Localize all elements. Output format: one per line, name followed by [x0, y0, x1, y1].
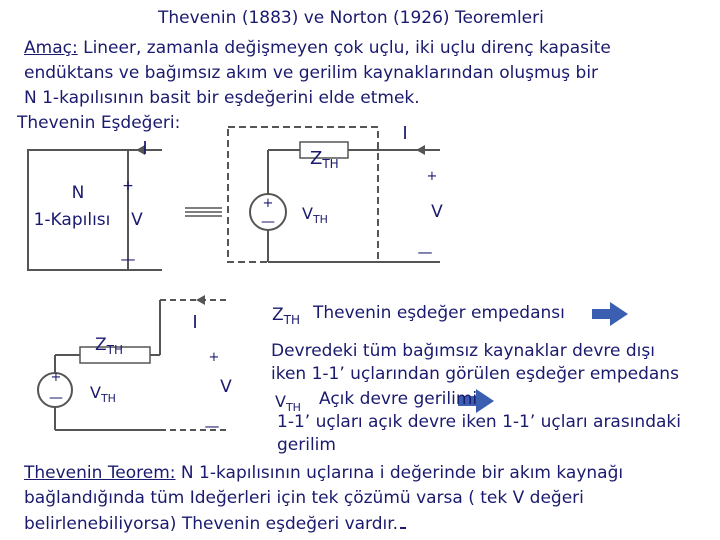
theorem-text-1: N 1-kapılısının uçlarına i değerinde bir akım kaynağı	[175, 463, 624, 483]
thevenin-plus-sign: +	[426, 169, 438, 184]
zth-impedance-box	[300, 142, 348, 158]
vth-source-minus: —	[261, 214, 275, 230]
network-current-label: I	[142, 138, 148, 159]
vth-label-bottom-sub: TH	[100, 392, 116, 405]
zth-label-bottom-sub: TH	[106, 343, 124, 357]
vth-detail-line-2: gerilim	[277, 435, 336, 455]
vth-label-bottom	[90, 383, 116, 405]
lower-voltage-label: V	[220, 377, 232, 397]
lower-plus-sign: +	[208, 350, 220, 365]
def-zth-symbol-sub: TH	[283, 313, 301, 327]
zth-label-bottom	[95, 335, 123, 357]
network-minus-sign: —	[120, 250, 136, 268]
thevenin-current-arrow	[416, 145, 425, 155]
def-zth-symbol	[272, 305, 300, 327]
vth-definition-text: Açık devre gerilimi	[319, 389, 478, 409]
def-vth-symbol	[275, 392, 301, 414]
thevenin-current-label: I	[402, 123, 408, 144]
network-plus-sign: +	[122, 178, 134, 194]
zth-detail-line-2: iken 1-1’ uçlarından görülen eşdeğer empedans	[271, 364, 679, 384]
thevenin-heading: Thevenin Eşdeğeri:	[17, 113, 181, 133]
aim-text-1: Lineer, zamanla değişmeyen çok uçlu, iki uçlu direnç kapasite	[77, 38, 611, 58]
text-cursor	[400, 513, 406, 529]
vth-label-top	[302, 204, 328, 226]
lower-current-label: I	[192, 312, 198, 333]
aim-line-3: N 1-kapılısının basit bir eşdeğerini elde etmek.	[24, 88, 420, 108]
zth-arrow-icon	[592, 302, 628, 326]
theorem-label: Thevenin Teorem:	[24, 463, 176, 483]
aim-label: Amaç:	[24, 38, 78, 58]
theorem-text-3: belirlenebiliyorsa) Thevenin eşdeğeri vardır.	[24, 514, 399, 534]
vth-label-bottom-base: V	[90, 383, 101, 402]
network-voltage-label: V	[131, 210, 143, 230]
def-zth-symbol-base: Z	[272, 305, 284, 325]
lower-vth-plus: +	[50, 370, 62, 385]
network-label-n: N	[71, 183, 85, 203]
lower-minus-sign: —	[204, 417, 220, 435]
theorem-line-1	[24, 463, 623, 483]
thevenin-minus-sign: —	[417, 243, 433, 261]
thevenin-voltage-label: V	[431, 202, 443, 222]
lower-vth-minus: —	[49, 390, 63, 406]
def-vth-symbol-base: V	[275, 392, 286, 411]
zth-detail-line-1: Devredeki tüm bağımsız kaynaklar devre dışı	[271, 341, 655, 361]
theorem-line-2: bağlandığında tüm Ideğerleri için tek çözümü varsa ( tek V değeri	[24, 488, 584, 508]
theorem-line-3	[24, 513, 406, 534]
vth-label-top-base: V	[302, 204, 313, 223]
zth-label-bottom-base: Z	[95, 335, 107, 355]
zth-definition-text: Thevenin eşdeğer empedansı	[313, 303, 565, 323]
zth-label-top-base: Z	[310, 148, 323, 169]
vth-label-top-sub: TH	[312, 213, 328, 226]
vth-source-plus: +	[262, 196, 274, 211]
aim-line-2: endüktans ve bağımsız akım ve gerilim kaynaklarından oluşmuş bir	[24, 63, 599, 83]
zth-label-top-sub: TH	[322, 157, 339, 171]
network-label-port: 1-Kapılısı	[33, 210, 111, 230]
vth-detail-line-1: 1-1’ uçları açık devre iken 1-1’ uçları arasındaki	[277, 412, 681, 432]
def-vth-symbol-sub: TH	[285, 401, 301, 414]
lower-current-arrow	[196, 295, 205, 305]
page-title: Thevenin (1883) ve Norton (1926) Teoremleri	[158, 8, 544, 28]
